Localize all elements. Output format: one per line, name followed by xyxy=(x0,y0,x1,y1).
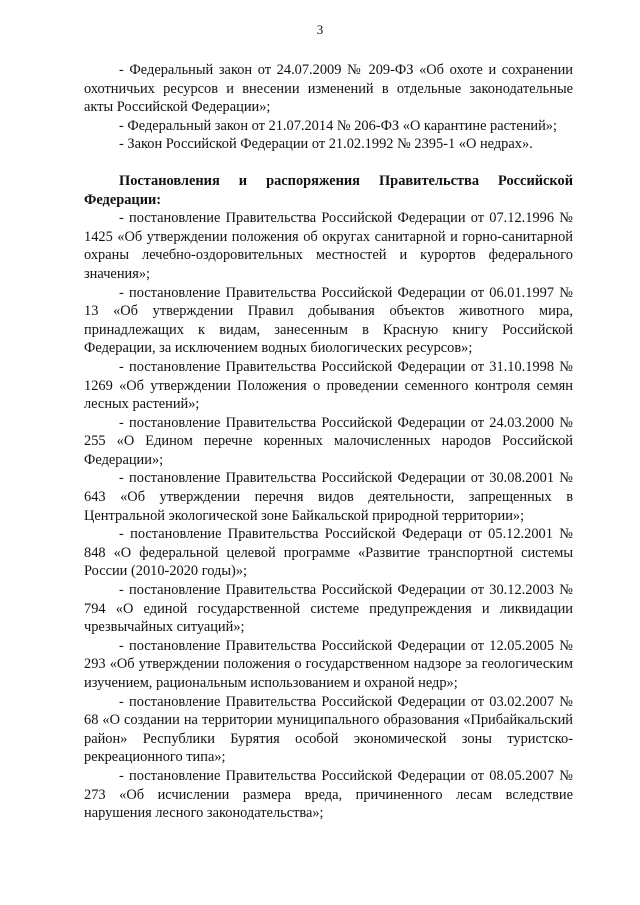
resolution-item: - постановление Правительства Российской Федерации от 07.12.1996 № 1425 «Об утверждении положения об округах санитарной и горно-санитарной охраны лечебно-оздоровительных местностей и курортов федерального значения»; xyxy=(84,210,573,282)
resolution-item: - постановление Правительства Российской Федерации от 08.05.2007 № 273 «Об исчислении размера вреда, причиненного лесам вследствие нарушения лесного законодательства»; xyxy=(84,767,573,822)
resolution-item: - постановление Правительства Российской Федерации от 03.02.2007 № 68 «О создании на территории муниципального образования «Прибайкальский район» Республики Бурятия особой экономической зоны туристско-рекреационного типа»; xyxy=(84,693,573,766)
page-number: 3 xyxy=(316,22,324,37)
resolution-item: - постановление Правительства Российской Федерации от 06.01.1997 № 13 «Об утверждении Правил добывания объектов животного мира, принадлежащих к видам, занесенным в Красную книгу Российской Федерации, за исключением водных биологических ресурсов»; xyxy=(84,284,573,357)
resolution-item: - постановление Правительства Российской Федерации от 24.03.2000 № 255 «О Едином перечне коренных малочисленных народов Российской Федерации»; xyxy=(84,414,573,468)
resolution-item: - постановление Правительства Российской Федераци от 05.12.2001 № 848 «О федеральной целевой программе «Развитие транспортной системы России (2010-2020 годы)»; xyxy=(84,526,573,580)
document-body xyxy=(84,61,573,823)
law-item: - Закон Российской Федерации от 21.02.1992 № 2395-1 «О недрах». xyxy=(119,136,533,153)
resolution-item: - постановление Правительства Российской Федерации от 30.08.2001 № 643 «Об утверждении перечня видов деятельности, запрещенных в Центральной экологической зоне Байкальской природной территории»; xyxy=(84,470,573,524)
section-heading: Постановления и распоряжения Правительства Российской Федерации: xyxy=(84,172,573,208)
law-item: - Федеральный закон от 21.07.2014 № 206-ФЗ «О карантине растений»; xyxy=(119,117,557,134)
law-item: - Федеральный закон от 24.07.2009 № 209-ФЗ «Об охоте и сохранении охотничьих ресурсов и внесении изменений в отдельные законодательные акты Российской Федерации»; xyxy=(84,62,573,116)
resolution-item: - постановление Правительства Российской Федерации от 12.05.2005 № 293 «Об утверждении положения о государственном надзоре за геологическим изучением, рациональным использованием и охраной недр»; xyxy=(84,637,573,691)
resolution-item: - постановление Правительства Российской Федерации от 30.12.2003 № 794 «О единой государственной системе предупреждения и ликвидации чрезвычайных ситуаций»; xyxy=(84,582,573,636)
resolution-item: - постановление Правительства Российской Федерации от 31.10.1998 № 1269 «Об утверждении Положения о проведении семенного контроля семян лесных растений»; xyxy=(84,358,573,413)
